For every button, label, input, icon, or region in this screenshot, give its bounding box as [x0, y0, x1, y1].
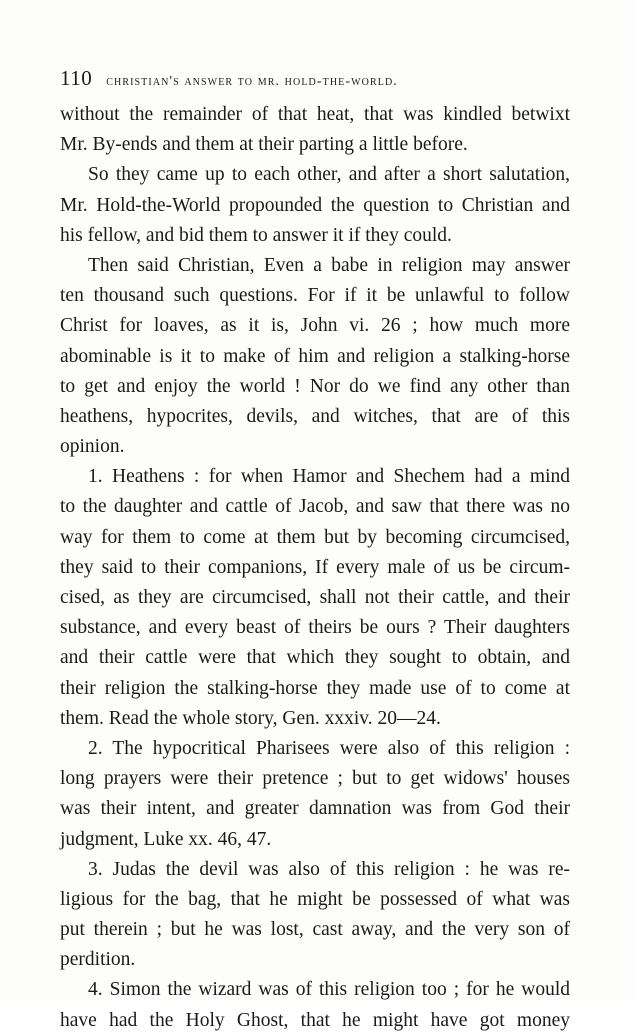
text-line: abominable is it to make of him and religion a stalking-horse [60, 345, 570, 367]
text-line: Christ for loaves, as it is, John vi. 26 ; how much more [60, 315, 570, 337]
text-line: 2. The hypocritical Pharisees were also of this religion : [88, 737, 570, 759]
text-line: Mr. By-ends and them at their parting a little before. [60, 134, 468, 156]
text-line: opinion. [60, 436, 125, 458]
text-line: Then said Christian, Even a babe in religion may answer [88, 254, 570, 276]
text-line: substance, and every beast of theirs be ours ? Their daughters [60, 617, 570, 639]
text-line: have had the Holy Ghost, that he might have got money [60, 1009, 570, 1031]
running-head [60, 66, 580, 92]
text-line: 1. Heathens : for when Hamor and Shechem had a mind [88, 466, 570, 488]
text-line: to get and enjoy the world ! Nor do we find any other than [60, 375, 570, 397]
page-number: 110 [60, 66, 93, 90]
text-line: was their intent, and greater damnation was from God their [60, 798, 570, 820]
text-line: they said to their companions, If every male of us be circum- [60, 556, 570, 578]
text-line: his fellow, and bid them to answer it if they could. [60, 224, 452, 246]
text-line: 4. Simon the wizard was of this religion too ; for he would [88, 979, 570, 1001]
text-line: 3. Judas the devil was also of this religion : he was re- [88, 858, 570, 880]
text-line: and their cattle were that which they sought to obtain, and [60, 647, 570, 669]
body-text [60, 100, 570, 1036]
text-line: So they came up to each other, and after a short salutation, [88, 164, 570, 186]
text-line: long prayers were their pretence ; but to get widows' houses [60, 768, 570, 790]
text-line: them. Read the whole story, Gen. xxxiv. 20—24. [60, 707, 441, 729]
text-line: ligious for the bag, that he might be possessed of what was [60, 888, 570, 910]
text-line: judgment, Luke xx. 46, 47. [60, 828, 272, 850]
text-line: put therein ; but he was lost, cast away, and the very son of [60, 919, 570, 941]
text-line: way for them to come at them but by becoming circumcised, [60, 526, 570, 548]
text-line: their religion the stalking-horse they made use of to come at [60, 677, 570, 699]
text-line: heathens, hypocrites, devils, and witches, that are of this [60, 405, 570, 427]
text-line: ten thousand such questions. For if it be unlawful to follow [60, 285, 570, 307]
text-line: Mr. Hold-the-World propounded the question to Christian and [60, 194, 570, 216]
text-line: without the remainder of that heat, that was kindled betwixt [60, 104, 570, 125]
running-head-title: christian's answer to mr. hold-the-world. [106, 74, 398, 89]
text-line: to the daughter and cattle of Jacob, and saw that there was no [60, 496, 570, 518]
text-line: cised, as they are circumcised, shall not their cattle, and their [60, 587, 570, 608]
text-line: perdition. [60, 949, 136, 971]
